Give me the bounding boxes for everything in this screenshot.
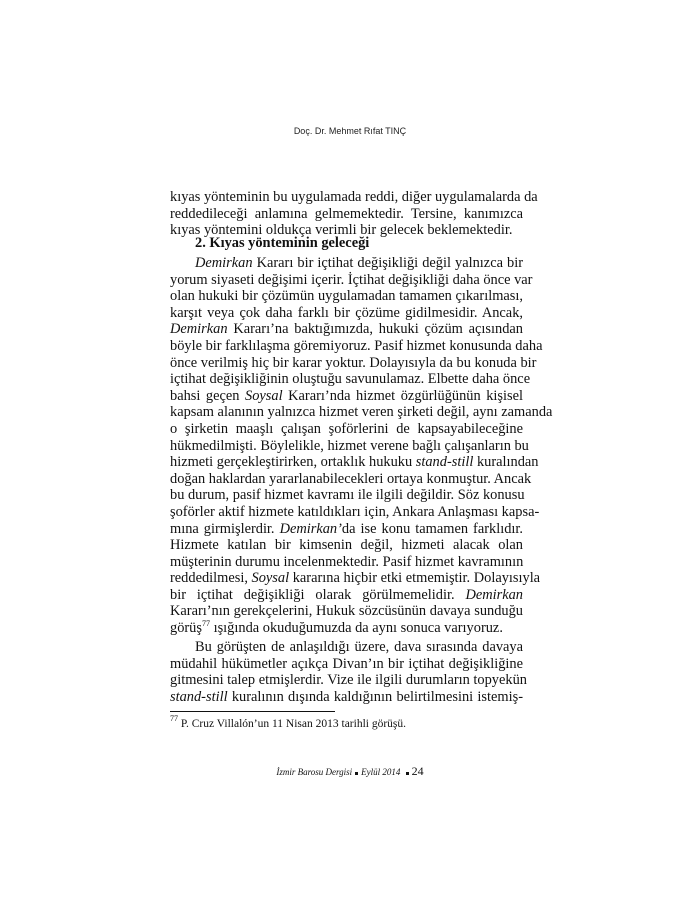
- text-line: [170, 206, 523, 223]
- text-line: [170, 639, 523, 656]
- text-line: [170, 503, 540, 521]
- text-segment: Bu görüşten de anlaşıldığı üzere, dava sırasında davaya: [195, 639, 523, 655]
- text-line: [170, 255, 523, 272]
- text-segment: reddedileceği anlamına gelmemektedir. Tersine, kanımızca: [170, 205, 523, 222]
- footnote-reference: 77: [201, 619, 210, 629]
- footnote: [170, 714, 407, 731]
- running-header-author: Doç. Dr. Mehmet Rıfat TINÇ: [293, 126, 407, 136]
- text-segment: doğan haklardan yararlanabilecekleri ortaya konmuştur. Ancak: [170, 470, 532, 487]
- text-line: [170, 587, 523, 604]
- text-segment: içtihat değişikliğinin oluştuğu savunulamaz. Elbette daha önce: [170, 371, 531, 388]
- text-segment: karşıt veya çok daha farklı bir çözüme gidilmesidir. Ancak,: [170, 304, 523, 321]
- text-line: [170, 189, 538, 206]
- text-segment: kuralının dışında kaldığının belirtilmesini istemiş-: [227, 688, 523, 705]
- text-line: [170, 620, 523, 637]
- text-line: [170, 570, 541, 587]
- text-segment: Kararı’na baktığımızda, hukuki çözüm açısından: [227, 321, 523, 338]
- text-line: [170, 437, 529, 455]
- text-segment: o şirketin maaşlı çalışan şoförlerini de kapsayabileceğine: [170, 420, 523, 437]
- text-line: [170, 271, 533, 289]
- page-footer: [0, 764, 700, 779]
- bullet-icon: [406, 772, 409, 775]
- text-segment: bahsi geçen: [170, 387, 246, 404]
- footnote-separator: [170, 711, 335, 712]
- text-segment: Hizmete katılan bir kimsenin değil, hizmeti alacak olan: [170, 537, 523, 554]
- journal-name: İzmir Barosu Dergisi: [276, 767, 353, 777]
- text-segment: müdahil hükümetler açıkça Divan’ın bir içtihat değişikliğine: [170, 655, 523, 672]
- italic-text: Demirkan: [195, 255, 253, 271]
- text-line: [170, 454, 539, 471]
- text-line: [170, 487, 523, 504]
- text-segment: Kararı bir içtihat değişikliği değil yalnızca bir: [252, 255, 523, 271]
- text-line: [170, 603, 523, 620]
- text-segment: bu durum, pasif hizmet kavramı ile ilgili değildir. Söz konusu: [170, 487, 525, 504]
- footnote-text: P. Cruz Villalón’un 11 Nisan 2013 tarihli görüşü.: [180, 718, 407, 730]
- italic-text: Demirkan’: [279, 520, 342, 537]
- text-line: [170, 672, 527, 689]
- text-segment: da ise konu tamamen farklıdır.: [341, 520, 524, 537]
- text-segment: görüş: [170, 620, 202, 637]
- text-segment: mına girmişlerdir.: [170, 520, 280, 537]
- italic-text: Demirkan: [465, 586, 523, 603]
- text-segment: kuralından: [473, 454, 539, 471]
- text-segment: kapsam alanının yalnızca hizmet veren şirketi değil, aynı zamanda: [170, 404, 553, 421]
- italic-text: Soysal: [251, 570, 290, 587]
- text-segment: Kararı’nın gerekçelerini, Hukuk sözcüsünün davaya sunduğu: [170, 603, 523, 620]
- text-line: [170, 371, 531, 388]
- text-segment: şoförler aktif hizmete katıldıkları için, Ankara Anlaşması kapsa-: [170, 503, 540, 520]
- paragraph-1: [170, 189, 538, 239]
- text-line: [170, 288, 523, 305]
- text-segment: hükmedilmişti. Böylelikle, hizmet verene bağlı çalışanların bu: [170, 437, 529, 454]
- text-line: [170, 537, 523, 554]
- bullet-icon: [355, 772, 358, 775]
- text-segment: hizmeti gerçekleştirirken, ortaklık hukuku: [170, 454, 416, 471]
- text-segment: kararına hiçbir etki etmemiştir. Dolayısıyla: [289, 570, 541, 587]
- section-heading: 2. Kıyas yönteminin geleceği: [195, 235, 370, 251]
- text-line: [170, 404, 553, 421]
- text-line: [170, 421, 523, 438]
- text-segment: böyle bir farklılaşma göremiyoruz. Pasif hizmet konusunda daha: [170, 337, 543, 354]
- text-segment: yorum siyaseti değişimi içerir. İçtihat değişikliği daha önce var: [170, 271, 533, 288]
- text-segment: müşterinin durumu incelenmektedir. Pasif hizmet kavramının: [170, 553, 524, 570]
- text-segment: gitmesini talep etmişlerdir. Vize ile ilgili durumların topyekün: [170, 672, 527, 689]
- paragraph-3: [170, 639, 527, 705]
- footnote-number: 77: [170, 714, 178, 723]
- text-line: [170, 337, 543, 355]
- text-segment: bir içtihat değişikliği olarak görülmemelidir.: [170, 586, 466, 603]
- text-segment: olan hukuki bir çözümün uygulamadan tamamen çıkarılması,: [170, 288, 523, 305]
- text-segment: Kararı’nda hizmet özgürlüğünün kişisel: [282, 387, 523, 404]
- text-line: [170, 305, 523, 322]
- text-segment: kıyas yöntemini oldukça verimli bir gelecek beklemektedir.: [170, 222, 513, 239]
- issue-date: Eylül 2014: [361, 767, 401, 777]
- page-number: 24: [411, 764, 424, 778]
- text-segment: ışığında okuduğumuzda da aynı sonuca varıyoruz.: [209, 620, 503, 637]
- text-line: [170, 521, 523, 538]
- paragraph-2: [170, 255, 553, 637]
- text-line: [170, 321, 523, 338]
- text-line: [170, 689, 523, 706]
- text-segment: reddedilmesi,: [170, 570, 252, 587]
- text-segment: önce verilmiş hiç bir karar yoktur. Dolayısıyla da bu konuda bir: [170, 354, 537, 371]
- text-line: [170, 656, 523, 673]
- text-line: [170, 388, 523, 405]
- text-segment: kıyas yönteminin bu uygulamada reddi, diğer uygulamalarda da: [170, 189, 538, 205]
- text-line: [170, 470, 532, 488]
- text-line: [170, 554, 523, 571]
- italic-text: Demirkan: [170, 321, 228, 338]
- text-line: [170, 354, 537, 372]
- italic-text: stand-still: [170, 688, 228, 705]
- italic-text: stand-still: [415, 454, 474, 471]
- italic-text: Soysal: [245, 387, 283, 404]
